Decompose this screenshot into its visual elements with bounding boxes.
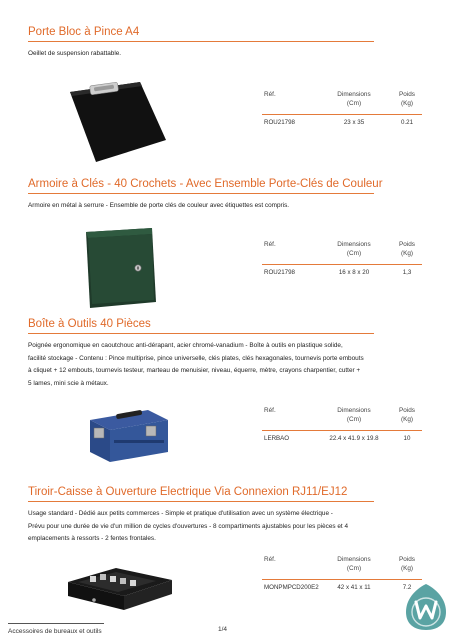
weight-value: 7.2: [402, 584, 412, 591]
dimensions-header: Dimensions (Cm): [337, 407, 371, 423]
spec-header: [262, 555, 422, 577]
ref-header: Réf.: [264, 407, 276, 414]
weight-header: Poids (Kg): [399, 556, 415, 572]
spec-divider: [262, 114, 422, 115]
title-divider: [28, 193, 374, 194]
dimensions-value: 22.4 x 41.9 x 19.8: [329, 435, 379, 442]
brand-logo-icon: [404, 582, 448, 632]
ref-value: ROU21798: [264, 269, 295, 276]
clipboard-image: [62, 80, 174, 166]
section-toolbox: [28, 318, 424, 390]
spec-row: [262, 584, 422, 596]
section-description: Poignée ergonomique en caoutchouc anti-dérapant, acier chromé-vanadium - Boîte à outils en plastique solide, facilité stockage - Contenu : Pince multiprise, pince universelle, clés plates, clés hexagonales, tournevis porte embouts à cliquet + 12 embouts, tournevis testeur, marteau de menuisier, niveau, équerre, mètre, crayons charpentier, cutter + 5 lames, mini scie à métaux.: [28, 342, 364, 387]
dimensions-header: Dimensions (Cm): [337, 91, 371, 107]
weight-header: Poids (Kg): [399, 241, 415, 257]
footer-divider: [8, 623, 104, 624]
section-description: Oeillet de suspension rabattable.: [28, 50, 122, 57]
title-divider: [28, 41, 374, 42]
section-clipboard: [28, 26, 424, 61]
title-divider: [28, 501, 374, 502]
section-description: Usage standard - Dédié aux petits commerces - Simple et pratique d'utilisation avec un système électrique - Prévu pour une durée de vie d'un million de cycles d'ouvertures - 8 compartiments ajustables pour les pièces et 4 emplacements à ressorts - 2 fentes frontales.: [28, 510, 349, 543]
spec-divider: [262, 579, 422, 580]
spec-row: [262, 119, 422, 131]
spec-row: [262, 435, 422, 447]
section-key-cabinet: [28, 178, 424, 213]
title-divider: [28, 333, 374, 334]
spec-divider: [262, 430, 422, 431]
ref-header: Réf.: [264, 241, 276, 248]
ref-value: LERBAO: [264, 435, 290, 442]
spec-header: [262, 240, 422, 262]
section-title: Porte Bloc à Pince A4: [28, 26, 140, 38]
weight-value: 1,3: [402, 269, 412, 276]
dimensions-value: 42 x 41 x 11: [337, 584, 371, 591]
spec-header: [262, 406, 422, 428]
weight-value: 10: [403, 435, 411, 442]
section-description: Armoire en métal à serrure - Ensemble de porte clés de couleur avec étiquettes est compris.: [28, 202, 290, 209]
weight-value: 0.21: [400, 119, 414, 126]
spec-table: [262, 90, 422, 131]
spec-header: [262, 90, 422, 112]
ref-value: ROU21798: [264, 119, 295, 126]
section-title: Boîte à Outils 40 Pièces: [28, 318, 151, 330]
key-cabinet-image: [82, 226, 158, 310]
spec-table: [262, 406, 422, 447]
footer-text: Accessoires de bureaux et outils: [8, 628, 102, 635]
section-title: Armoire à Clés - 40 Crochets - Avec Ensemble Porte-Clés de Couleur: [28, 178, 383, 190]
weight-header: Poids (Kg): [399, 91, 415, 107]
dimensions-header: Dimensions (Cm): [337, 241, 371, 257]
section-title: Tiroir-Caisse à Ouverture Electrique Via Connexion RJ11/EJ12: [28, 486, 348, 498]
ref-header: Réf.: [264, 556, 276, 563]
spec-table: [262, 240, 422, 281]
ref-header: Réf.: [264, 91, 276, 98]
dimensions-value: 23 x 35: [343, 119, 365, 126]
section-cash-drawer: [28, 486, 424, 546]
spec-divider: [262, 264, 422, 265]
dimensions-value: 16 x 8 x 20: [338, 269, 370, 276]
cash-drawer-image: [64, 564, 176, 614]
ref-value: MONPMPCD200E2: [264, 584, 319, 591]
page-number: 1/4: [218, 626, 228, 633]
dimensions-header: Dimensions (Cm): [337, 556, 371, 572]
spec-table: [262, 555, 422, 596]
spec-row: [262, 269, 422, 281]
toolbox-image: [86, 404, 172, 468]
weight-header: Poids (Kg): [399, 407, 415, 423]
